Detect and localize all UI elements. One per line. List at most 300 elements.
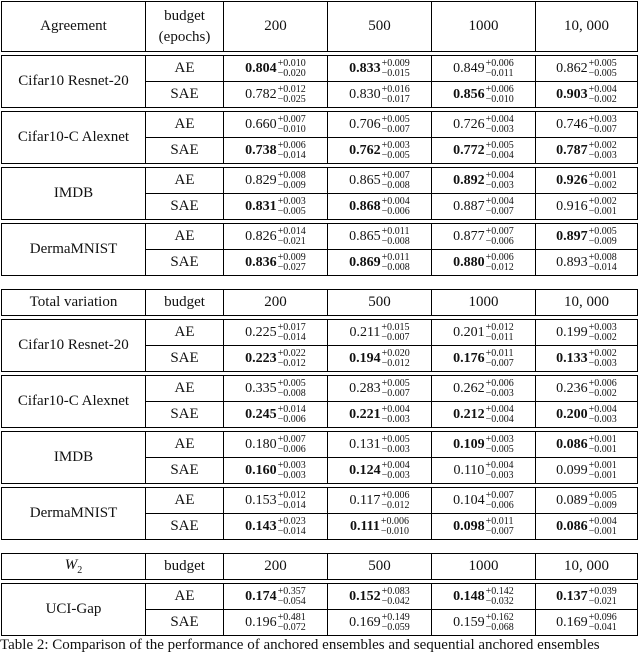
column-header-1000: 1000: [432, 554, 536, 580]
interval-lower: −0.003: [381, 469, 410, 481]
interval-upper: +0.004: [485, 169, 514, 181]
value-interval: [278, 323, 306, 343]
dataset-group: [2, 584, 638, 636]
value-interval: [382, 349, 410, 369]
interval-upper: +0.009: [277, 251, 306, 263]
value-cell: [328, 346, 432, 372]
dataset-group: [2, 432, 638, 484]
interval-lower: −0.002: [588, 93, 617, 105]
value-interval: [381, 323, 409, 343]
budget-header-line1: budget: [164, 7, 205, 24]
value-mean: 0.762: [349, 142, 381, 158]
value-mean: 0.086: [556, 518, 588, 534]
value-interval: [278, 171, 306, 191]
value-mean: 0.098: [453, 518, 485, 534]
interval-lower: −0.054: [277, 595, 306, 607]
interval-lower: −0.012: [485, 261, 514, 273]
column-header-10000: 10, 000: [536, 554, 638, 580]
value-interval: [278, 115, 306, 135]
interval-upper: +0.003: [485, 433, 514, 445]
interval-lower: −0.003: [588, 413, 617, 425]
value-mean: 0.196: [245, 614, 277, 630]
method-label: SAE: [146, 250, 224, 276]
interval-upper: +0.004: [381, 195, 410, 207]
value-mean: 0.865: [349, 228, 381, 244]
w2-title: [2, 554, 146, 580]
interval-upper: +0.017: [277, 321, 306, 333]
interval-upper: +0.481: [277, 611, 306, 623]
interval-upper: +0.005: [381, 113, 410, 125]
value-cell: [536, 194, 638, 220]
value-mean: 0.831: [245, 198, 277, 214]
value-cell: [328, 584, 432, 610]
value-mean: 0.877: [453, 228, 485, 244]
total-variation-title: Total variation: [2, 290, 146, 316]
value-interval: [589, 85, 617, 105]
interval-upper: +0.003: [381, 139, 410, 151]
table-row: [2, 56, 638, 82]
value-mean: 0.262: [453, 380, 485, 396]
value-interval: [382, 59, 410, 79]
value-mean: 0.153: [245, 492, 277, 508]
value-interval: [382, 141, 410, 161]
value-cell: [536, 584, 638, 610]
value-cell: [432, 82, 536, 108]
value-mean: 0.738: [245, 142, 277, 158]
method-label: SAE: [146, 458, 224, 484]
interval-lower: −0.005: [588, 67, 617, 79]
value-mean: 0.180: [245, 436, 277, 452]
dataset-label: DermaMNIST: [2, 488, 146, 540]
value-interval: [382, 435, 410, 455]
value-interval: [589, 405, 617, 425]
interval-lower: −0.041: [588, 621, 617, 633]
column-header-1000: 1000: [432, 290, 536, 316]
interval-lower: −0.017: [381, 93, 410, 105]
value-cell: [224, 488, 328, 514]
value-mean: 0.862: [556, 60, 588, 76]
value-cell: [328, 610, 432, 636]
value-interval: [382, 253, 410, 273]
interval-lower: −0.002: [588, 331, 617, 343]
dataset-group: [2, 320, 638, 372]
table-row: [2, 376, 638, 402]
value-mean: 0.174: [245, 588, 277, 604]
value-cell: [224, 224, 328, 250]
interval-upper: +0.006: [277, 139, 306, 151]
table-row: [2, 488, 638, 514]
dataset-group: [2, 224, 638, 276]
interval-lower: −0.003: [485, 123, 514, 135]
value-cell: [432, 432, 536, 458]
value-mean: 0.897: [556, 228, 588, 244]
interval-upper: +0.002: [588, 139, 617, 151]
value-cell: [536, 168, 638, 194]
budget-header: budget: [146, 554, 224, 580]
interval-upper: +0.005: [485, 139, 514, 151]
value-interval: [486, 517, 514, 537]
value-interval: [486, 115, 514, 135]
interval-lower: −0.014: [277, 499, 306, 511]
interval-upper: +0.014: [277, 403, 306, 415]
value-cell: [328, 402, 432, 428]
table-caption: Table 2: Comparison of the performance of anchored ensembles and sequential anchored ensembles: [0, 637, 600, 653]
value-cell: [432, 224, 536, 250]
value-interval: [486, 349, 514, 369]
value-cell: [432, 194, 536, 220]
value-cell: [328, 56, 432, 82]
interval-lower: −0.003: [277, 469, 306, 481]
value-cell: [536, 610, 638, 636]
column-header-200: 200: [224, 554, 328, 580]
value-interval: [278, 349, 306, 369]
interval-upper: +0.002: [588, 195, 617, 207]
agreement-title: Agreement: [2, 2, 146, 52]
interval-lower: −0.007: [381, 123, 410, 135]
value-cell: [224, 138, 328, 164]
value-interval: [278, 435, 306, 455]
value-mean: 0.133: [556, 350, 588, 366]
interval-lower: −0.011: [485, 67, 514, 79]
value-interval: [382, 405, 410, 425]
interval-upper: +0.149: [381, 611, 410, 623]
value-interval: [486, 491, 514, 511]
value-mean: 0.152: [349, 588, 381, 604]
value-interval: [278, 197, 306, 217]
dataset-group: [2, 488, 638, 540]
value-interval: [589, 587, 617, 607]
value-cell: [328, 458, 432, 484]
value-mean: 0.148: [453, 588, 485, 604]
value-interval: [278, 253, 306, 273]
interval-lower: −0.006: [277, 443, 306, 455]
value-interval: [589, 349, 617, 369]
interval-lower: −0.001: [588, 469, 617, 481]
dataset-group: [2, 168, 638, 220]
column-header-200: 200: [224, 290, 328, 316]
interval-lower: −0.009: [588, 235, 617, 247]
value-cell: [224, 584, 328, 610]
interval-lower: −0.009: [277, 179, 306, 191]
value-mean: 0.236: [556, 380, 588, 396]
value-interval: [589, 115, 617, 135]
dataset-label: Cifar10-C Alexnet: [2, 112, 146, 164]
value-cell: [224, 194, 328, 220]
value-interval: [589, 59, 617, 79]
value-interval: [486, 85, 514, 105]
interval-lower: −0.003: [485, 179, 514, 191]
interval-upper: +0.004: [588, 515, 617, 527]
value-mean: 0.335: [245, 380, 277, 396]
value-mean: 0.212: [453, 406, 485, 422]
method-label: SAE: [146, 402, 224, 428]
value-cell: [536, 402, 638, 428]
interval-upper: +0.004: [588, 83, 617, 95]
value-cell: [328, 432, 432, 458]
value-cell: [536, 458, 638, 484]
value-interval: [589, 141, 617, 161]
interval-lower: −0.003: [381, 413, 410, 425]
method-label: SAE: [146, 138, 224, 164]
value-cell: [432, 112, 536, 138]
interval-upper: +0.142: [485, 585, 514, 597]
w2-header-row: [2, 554, 638, 580]
value-mean: 0.131: [349, 436, 381, 452]
interval-upper: +0.008: [277, 169, 306, 181]
interval-upper: +0.007: [381, 169, 410, 181]
interval-upper: +0.005: [588, 57, 617, 69]
column-header-1000: 1000: [432, 2, 536, 52]
budget-header-line2: (epochs): [158, 28, 211, 45]
value-cell: [224, 250, 328, 276]
total-variation-table: [1, 289, 638, 540]
value-cell: [224, 82, 328, 108]
value-cell: [536, 320, 638, 346]
value-interval: [589, 491, 617, 511]
interval-upper: +0.012: [485, 321, 514, 333]
value-cell: [328, 112, 432, 138]
interval-lower: −0.005: [277, 205, 306, 217]
method-label: AE: [146, 320, 224, 346]
value-cell: [224, 458, 328, 484]
value-cell: [536, 488, 638, 514]
value-cell: [328, 168, 432, 194]
interval-upper: +0.005: [588, 489, 617, 501]
interval-upper: +0.007: [485, 489, 514, 501]
table-row: [2, 112, 638, 138]
interval-upper: +0.006: [485, 251, 514, 263]
method-label: AE: [146, 376, 224, 402]
table-row: [2, 320, 638, 346]
interval-upper: +0.001: [588, 459, 617, 471]
interval-lower: −0.010: [277, 123, 306, 135]
value-mean: 0.169: [556, 614, 588, 630]
interval-lower: −0.012: [381, 499, 410, 511]
interval-upper: +0.005: [381, 433, 410, 445]
interval-lower: −0.003: [485, 387, 514, 399]
interval-upper: +0.007: [277, 113, 306, 125]
budget-epochs-header: [146, 2, 224, 52]
interval-lower: −0.008: [381, 235, 410, 247]
value-cell: [328, 224, 432, 250]
interval-lower: −0.042: [381, 595, 410, 607]
value-mean: 0.201: [453, 324, 485, 340]
value-cell: [328, 138, 432, 164]
value-interval: [589, 323, 617, 343]
value-cell: [224, 610, 328, 636]
interval-upper: +0.006: [380, 515, 410, 527]
value-mean: 0.868: [349, 198, 381, 214]
value-cell: [536, 56, 638, 82]
value-mean: 0.225: [245, 324, 277, 340]
interval-lower: −0.002: [588, 387, 617, 399]
dataset-label: Cifar10 Resnet-20: [2, 320, 146, 372]
interval-upper: +0.006: [381, 489, 410, 501]
interval-upper: +0.006: [588, 377, 617, 389]
value-mean: 0.782: [245, 86, 277, 102]
value-cell: [536, 82, 638, 108]
interval-lower: −0.008: [277, 387, 306, 399]
value-interval: [589, 171, 617, 191]
value-mean: 0.211: [349, 324, 381, 340]
value-mean: 0.893: [556, 254, 588, 270]
interval-upper: +0.003: [588, 321, 617, 333]
value-mean: 0.169: [349, 614, 381, 630]
agreement-table: [1, 1, 638, 276]
value-interval: [589, 613, 617, 633]
value-interval: [382, 379, 410, 399]
interval-upper: +0.083: [381, 585, 410, 597]
interval-upper: +0.007: [277, 433, 306, 445]
interval-lower: −0.007: [588, 123, 617, 135]
value-mean: 0.086: [556, 436, 588, 452]
value-mean: 0.223: [245, 350, 277, 366]
value-mean: 0.887: [453, 198, 485, 214]
value-cell: [432, 514, 536, 540]
value-interval: [486, 613, 514, 633]
interval-lower: −0.009: [588, 499, 617, 511]
agreement-header-row: [2, 2, 638, 52]
interval-lower: −0.002: [588, 179, 617, 191]
interval-upper: +0.003: [588, 113, 617, 125]
interval-lower: −0.007: [381, 331, 410, 343]
interval-lower: −0.006: [485, 235, 514, 247]
table-row: [2, 224, 638, 250]
value-cell: [536, 138, 638, 164]
value-mean: 0.865: [349, 172, 381, 188]
value-interval: [278, 491, 306, 511]
value-interval: [589, 435, 617, 455]
value-interval: [589, 253, 617, 273]
value-interval: [486, 59, 514, 79]
interval-lower: −0.001: [588, 443, 617, 455]
value-mean: 0.194: [349, 350, 381, 366]
interval-upper: +0.011: [485, 347, 514, 359]
interval-lower: −0.014: [277, 331, 306, 343]
dataset-group: [2, 112, 638, 164]
column-header-200: 200: [224, 2, 328, 52]
method-label: AE: [146, 112, 224, 138]
interval-lower: −0.003: [381, 443, 410, 455]
interval-lower: −0.011: [485, 331, 514, 343]
interval-lower: −0.015: [381, 67, 410, 79]
column-header-500: 500: [328, 554, 432, 580]
value-cell: [432, 56, 536, 82]
interval-upper: +0.005: [277, 377, 306, 389]
interval-upper: +0.006: [485, 83, 514, 95]
method-label: AE: [146, 168, 224, 194]
budget-header: budget: [146, 290, 224, 316]
interval-upper: +0.006: [485, 57, 514, 69]
value-cell: [432, 346, 536, 372]
value-cell: [328, 488, 432, 514]
interval-upper: +0.012: [277, 83, 306, 95]
interval-lower: −0.001: [588, 205, 617, 217]
interval-lower: −0.072: [277, 621, 306, 633]
value-mean: 0.160: [245, 462, 277, 478]
w2-title-main: W: [64, 557, 78, 573]
value-interval: [486, 253, 514, 273]
value-cell: [432, 376, 536, 402]
interval-lower: −0.021: [277, 235, 306, 247]
total-variation-header-row: [2, 290, 638, 316]
value-mean: 0.746: [556, 116, 588, 132]
interval-upper: +0.004: [485, 195, 514, 207]
interval-upper: +0.011: [381, 251, 410, 263]
value-mean: 0.880: [453, 254, 485, 270]
value-interval: [278, 85, 306, 105]
value-cell: [536, 376, 638, 402]
value-mean: 0.869: [349, 254, 381, 270]
interval-upper: +0.004: [381, 459, 410, 471]
value-cell: [536, 346, 638, 372]
value-cell: [224, 112, 328, 138]
value-cell: [224, 168, 328, 194]
method-label: AE: [146, 224, 224, 250]
value-mean: 0.200: [556, 406, 588, 422]
interval-lower: −0.004: [485, 413, 514, 425]
value-interval: [382, 197, 410, 217]
value-interval: [278, 461, 306, 481]
interval-lower: −0.006: [277, 413, 306, 425]
value-mean: 0.829: [245, 172, 277, 188]
interval-upper: +0.003: [277, 195, 306, 207]
value-cell: [224, 346, 328, 372]
value-mean: 0.772: [453, 142, 485, 158]
value-cell: [328, 194, 432, 220]
value-interval: [589, 461, 617, 481]
interval-lower: −0.006: [381, 205, 410, 217]
dataset-group: [2, 376, 638, 428]
value-interval: [382, 461, 410, 481]
dataset-label: DermaMNIST: [2, 224, 146, 276]
value-mean: 0.111: [349, 518, 380, 534]
column-header-10000: 10, 000: [536, 290, 638, 316]
value-interval: [278, 227, 306, 247]
interval-upper: +0.006: [485, 377, 514, 389]
value-cell: [224, 376, 328, 402]
interval-lower: −0.014: [277, 149, 306, 161]
value-mean: 0.892: [453, 172, 485, 188]
interval-upper: +0.004: [588, 403, 617, 415]
value-interval: [381, 491, 409, 511]
value-interval: [486, 227, 514, 247]
value-mean: 0.916: [556, 198, 588, 214]
interval-upper: +0.357: [277, 585, 306, 597]
value-cell: [328, 82, 432, 108]
interval-upper: +0.039: [588, 585, 617, 597]
value-cell: [224, 320, 328, 346]
table-row: [2, 584, 638, 610]
dataset-label: UCI-Gap: [2, 584, 146, 636]
interval-upper: +0.004: [485, 403, 514, 415]
value-interval: [485, 461, 513, 481]
method-label: AE: [146, 584, 224, 610]
interval-upper: +0.015: [381, 321, 410, 333]
dataset-label: Cifar10-C Alexnet: [2, 376, 146, 428]
interval-lower: −0.032: [485, 595, 514, 607]
value-mean: 0.099: [556, 462, 588, 478]
interval-lower: −0.008: [381, 261, 410, 273]
interval-upper: +0.014: [277, 225, 306, 237]
value-interval: [486, 141, 514, 161]
value-mean: 0.660: [245, 116, 277, 132]
value-interval: [589, 379, 617, 399]
value-mean: 0.221: [349, 406, 381, 422]
value-interval: [382, 115, 410, 135]
value-mean: 0.787: [556, 142, 588, 158]
value-cell: [432, 584, 536, 610]
